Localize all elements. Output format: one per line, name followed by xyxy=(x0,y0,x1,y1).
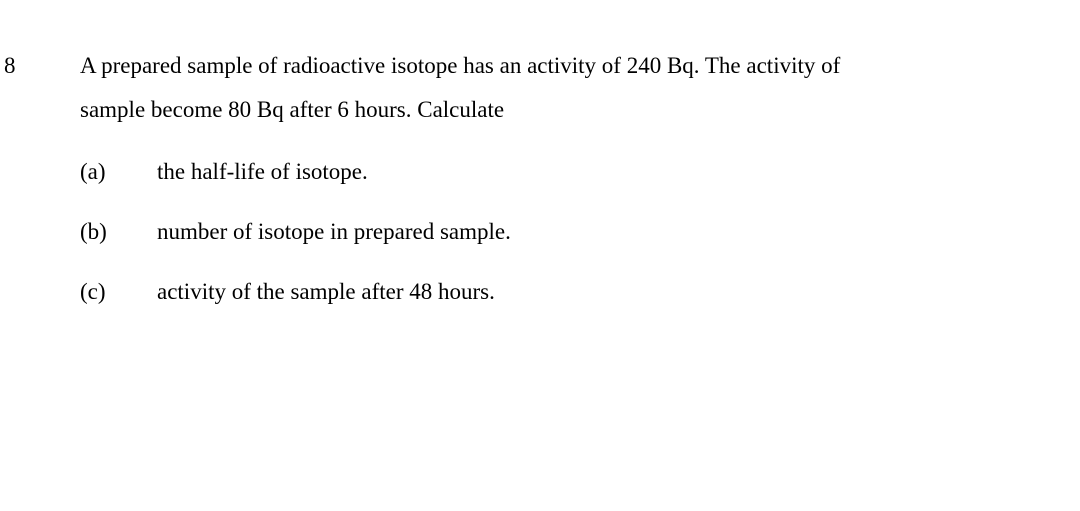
part-c-text: activity of the sample after 48 hours. xyxy=(157,279,495,304)
part-b-text: number of isotope in prepared sample. xyxy=(157,219,511,244)
stem-line-2: sample become 80 Bq after 6 hours. Calculate xyxy=(80,97,505,122)
stem-line-1: A prepared sample of radioactive isotope has an activity of 240 Bq. The activity of xyxy=(80,53,841,78)
part-c-label: (c) xyxy=(80,279,106,304)
part-b-label: (b) xyxy=(80,219,107,244)
part-a-label: (a) xyxy=(80,159,106,184)
question-stem xyxy=(80,52,980,124)
question-number: 8 xyxy=(4,53,16,78)
part-a-text: the half-life of isotope. xyxy=(157,159,368,184)
